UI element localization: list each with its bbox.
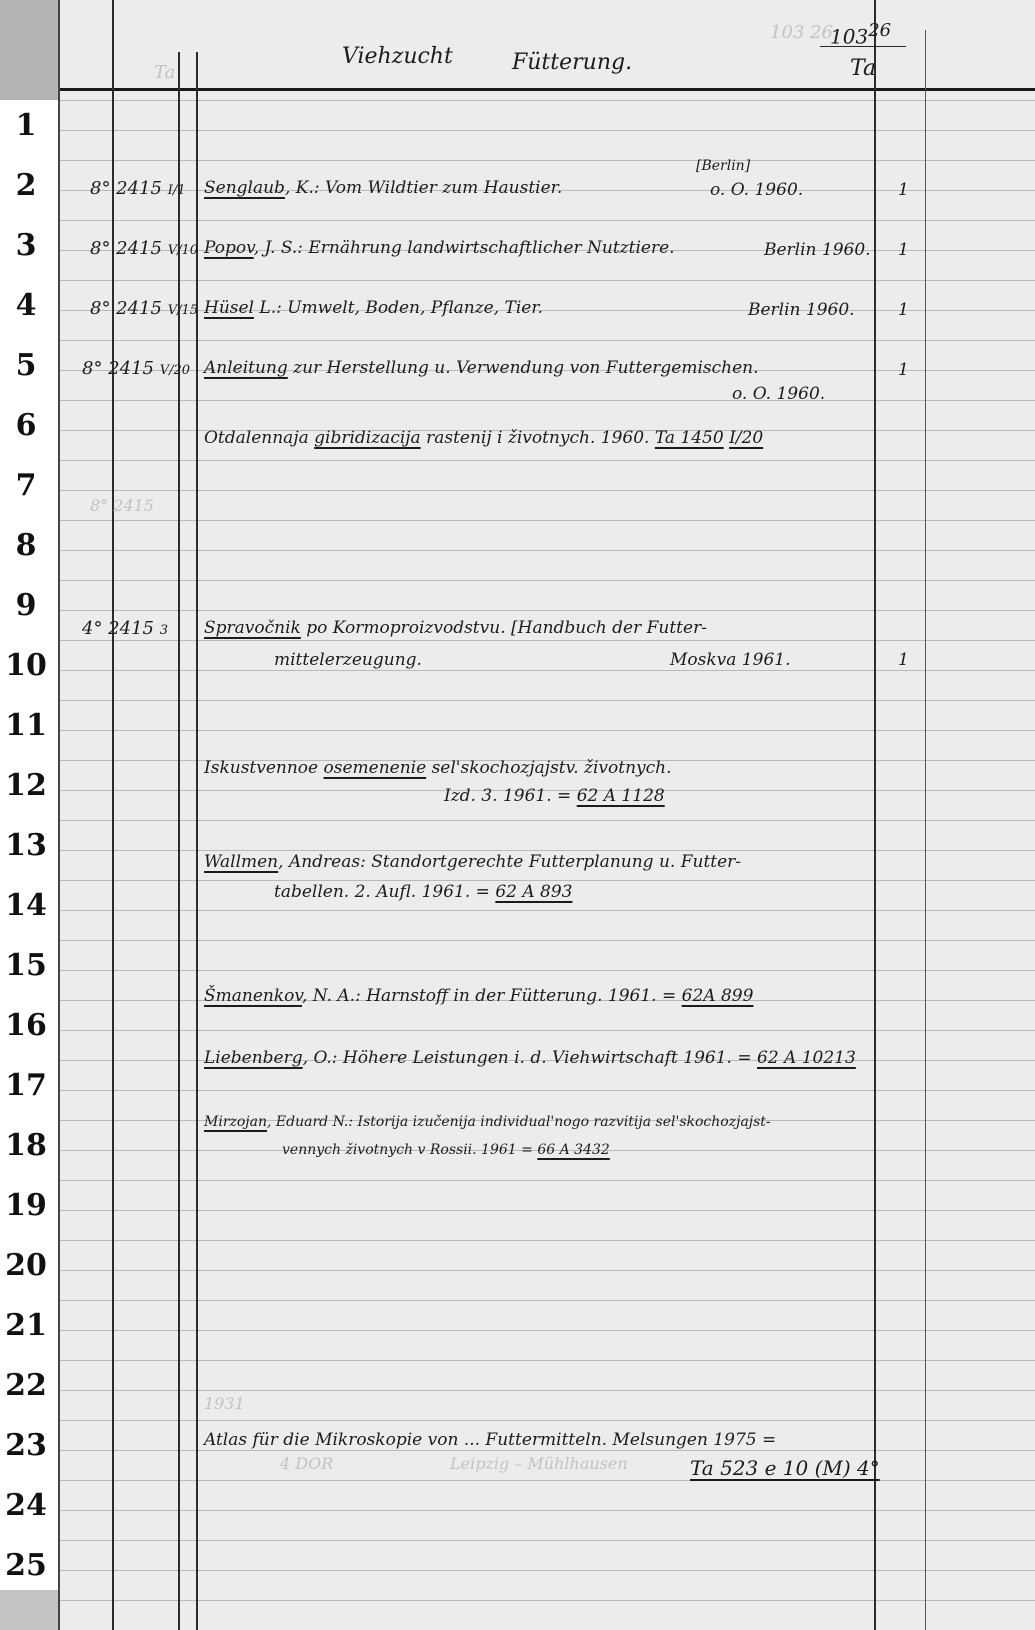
entry-row-17: Mirzojan, Eduard N.: Istorija izučenija individual'nogo razvitija sel'skochozjajst- [204,1114,771,1130]
row-number-18: 18 [5,1128,47,1163]
count-row-4: 1 [898,300,909,320]
ruled-line [60,1240,1035,1241]
ruled-line [60,1090,1035,1091]
imprint-row-4: Berlin 1960. [748,300,855,320]
row-number-15: 15 [5,948,47,983]
ghost-column-mark: Ta [154,62,176,83]
entry-row-9: Spravočnik po Kormoproizvodstvu. [Handbuch der Futter- [204,618,707,638]
ruled-line [60,1450,1035,1451]
ruled-line [60,610,1035,611]
row-number-8: 8 [15,528,37,563]
row-number-6: 6 [15,408,37,443]
ruled-line [60,520,1035,521]
ruled-line [60,1360,1035,1361]
header-rule [60,88,1035,91]
ruled-line [60,550,1035,551]
header-title-right: Fütterung. [512,50,633,75]
ruled-line [60,1180,1035,1181]
entry-row-2: Senglaub, K.: Vom Wildtier zum Haustier. [204,178,563,198]
ruled-line [60,1480,1035,1481]
entry-row-23: Atlas für die Mikroskopie von ... Futtermitteln. Melsungen 1975 = [204,1430,777,1450]
count-row-3: 1 [898,240,909,260]
entry-row-6: Otdalennaja gibridizacija rastenij i životnych. 1960. Ta 1450 I/20 [204,428,764,448]
row-number-16: 16 [5,1008,47,1043]
entry-row-12: Iskustvennoe osemenenie sel'skochozjajstv. životnych. [204,758,672,778]
column-rule-4 [874,0,876,1630]
row-number-3: 3 [15,228,37,263]
entry-row-12b: Izd. 3. 1961. = 62 A 1128 [444,786,665,806]
ruled-line [60,1330,1035,1331]
signature-class: Ta [850,56,877,81]
ruled-line [60,850,1035,851]
imprint-row-5: o. O. 1960. [732,384,826,404]
row-number-11: 11 [5,708,47,743]
row-number-10: 10 [5,648,47,683]
ruled-line [60,1570,1035,1571]
entry-row-10: mittelerzeugung. [274,650,422,670]
imprint-row-2: o. O. 1960. [710,180,804,200]
ruled-line [60,1390,1035,1391]
ruled-line [60,1210,1035,1211]
count-row-10: 1 [898,650,909,670]
callno-row-9: 4° 2415 3 [82,618,168,639]
ruled-line [60,490,1035,491]
ruled-line [60,940,1035,941]
column-rule-5 [925,30,926,1630]
ruled-line [60,1600,1035,1601]
place-note-row-2: [Berlin] [696,158,751,174]
ghost-row-22: 1931 [204,1394,245,1413]
ghost-row-23a: 4 DOR [280,1454,334,1473]
ruled-line [60,160,1035,161]
ruled-line [60,880,1035,881]
header-title-left: Viehzucht [342,44,453,69]
column-rule-2 [178,52,180,1630]
signature-divider [820,46,906,47]
ruled-line [60,1270,1035,1271]
ruled-line [60,1540,1035,1541]
entry-row-3: Popov, J. S.: Ernährung landwirtschaftlicher Nutztiere. [204,238,675,258]
row-number-9: 9 [15,588,37,623]
ruled-line [60,700,1035,701]
row-numbers [0,0,52,1630]
ruled-line [60,1030,1035,1031]
ruled-line [60,220,1035,221]
ruled-line [60,340,1035,341]
row-number-23: 23 [5,1428,47,1463]
imprint-row-3: Berlin 1960. [764,240,871,260]
row-number-2: 2 [15,168,37,203]
row-number-7: 7 [15,468,37,503]
ghost-row-7: 8° 2415 [90,496,154,515]
entry-row-4: Hüsel L.: Umwelt, Boden, Pflanze, Tier. [204,298,543,318]
ruled-line [60,1420,1035,1421]
callno-row-5: 8° 2415 V/20 [82,358,191,379]
row-number-14: 14 [5,888,47,923]
ruled-line [60,640,1035,641]
row-number-24: 24 [5,1488,47,1523]
entry-row-16: Liebenberg, O.: Höhere Leistungen i. d. Viehwirtschaft 1961. = 62 A 10213 [204,1048,856,1068]
entry-row-18: vennych životnych v Rossii. 1961 = 66 A 3432 [282,1142,610,1158]
count-row-2: 1 [898,180,909,200]
ruled-line [60,460,1035,461]
imprint-row-10: Moskva 1961. [670,650,791,670]
shelfmark-row-23: Ta 523 e 10 (M) 4° [690,1456,880,1480]
row-number-25: 25 [5,1548,47,1583]
ruled-line [60,970,1035,971]
row-number-17: 17 [5,1068,47,1103]
row-number-1: 1 [15,108,37,143]
ruled-line [60,1300,1035,1301]
ruled-line [60,580,1035,581]
entry-row-13: Wallmen, Andreas: Standortgerechte Futterplanung u. Futter- [204,852,742,872]
entry-row-15: Šmanenkov, N. A.: Harnstoff in der Fütterung. 1961. = 62A 899 [204,986,754,1006]
count-row-5: 1 [898,360,909,380]
ruled-line [60,280,1035,281]
ruled-line [60,910,1035,911]
ruled-line [60,130,1035,131]
row-number-22: 22 [5,1368,47,1403]
row-number-4: 4 [15,288,37,323]
ruled-line [60,670,1035,671]
row-number-12: 12 [5,768,47,803]
row-number-19: 19 [5,1188,47,1223]
ruled-line [60,730,1035,731]
ruled-line [60,400,1035,401]
callno-row-4: 8° 2415 V/15 [90,298,199,319]
ruled-line [60,1510,1035,1511]
ledger-page [58,0,1035,1630]
row-number-21: 21 [5,1308,47,1343]
entry-row-5: Anleitung zur Herstellung u. Verwendung von Futtergemischen. [204,358,759,378]
ghost-row-23b: Leipzig – Mühlhausen [450,1454,628,1473]
callno-row-3: 8° 2415 V/10 [90,238,199,259]
ruled-line [60,820,1035,821]
column-rule-3 [196,52,198,1630]
callno-row-2: 8° 2415 I/1 [90,178,186,199]
row-number-20: 20 [5,1248,47,1283]
row-number-13: 13 [5,828,47,863]
ghost-signature: 103 26 [770,22,833,43]
entry-row-14: tabellen. 2. Aufl. 1961. = 62 A 893 [274,882,573,902]
row-number-5: 5 [15,348,37,383]
ruled-line [60,100,1035,101]
signature-number: $103^{26}$ [830,20,892,49]
